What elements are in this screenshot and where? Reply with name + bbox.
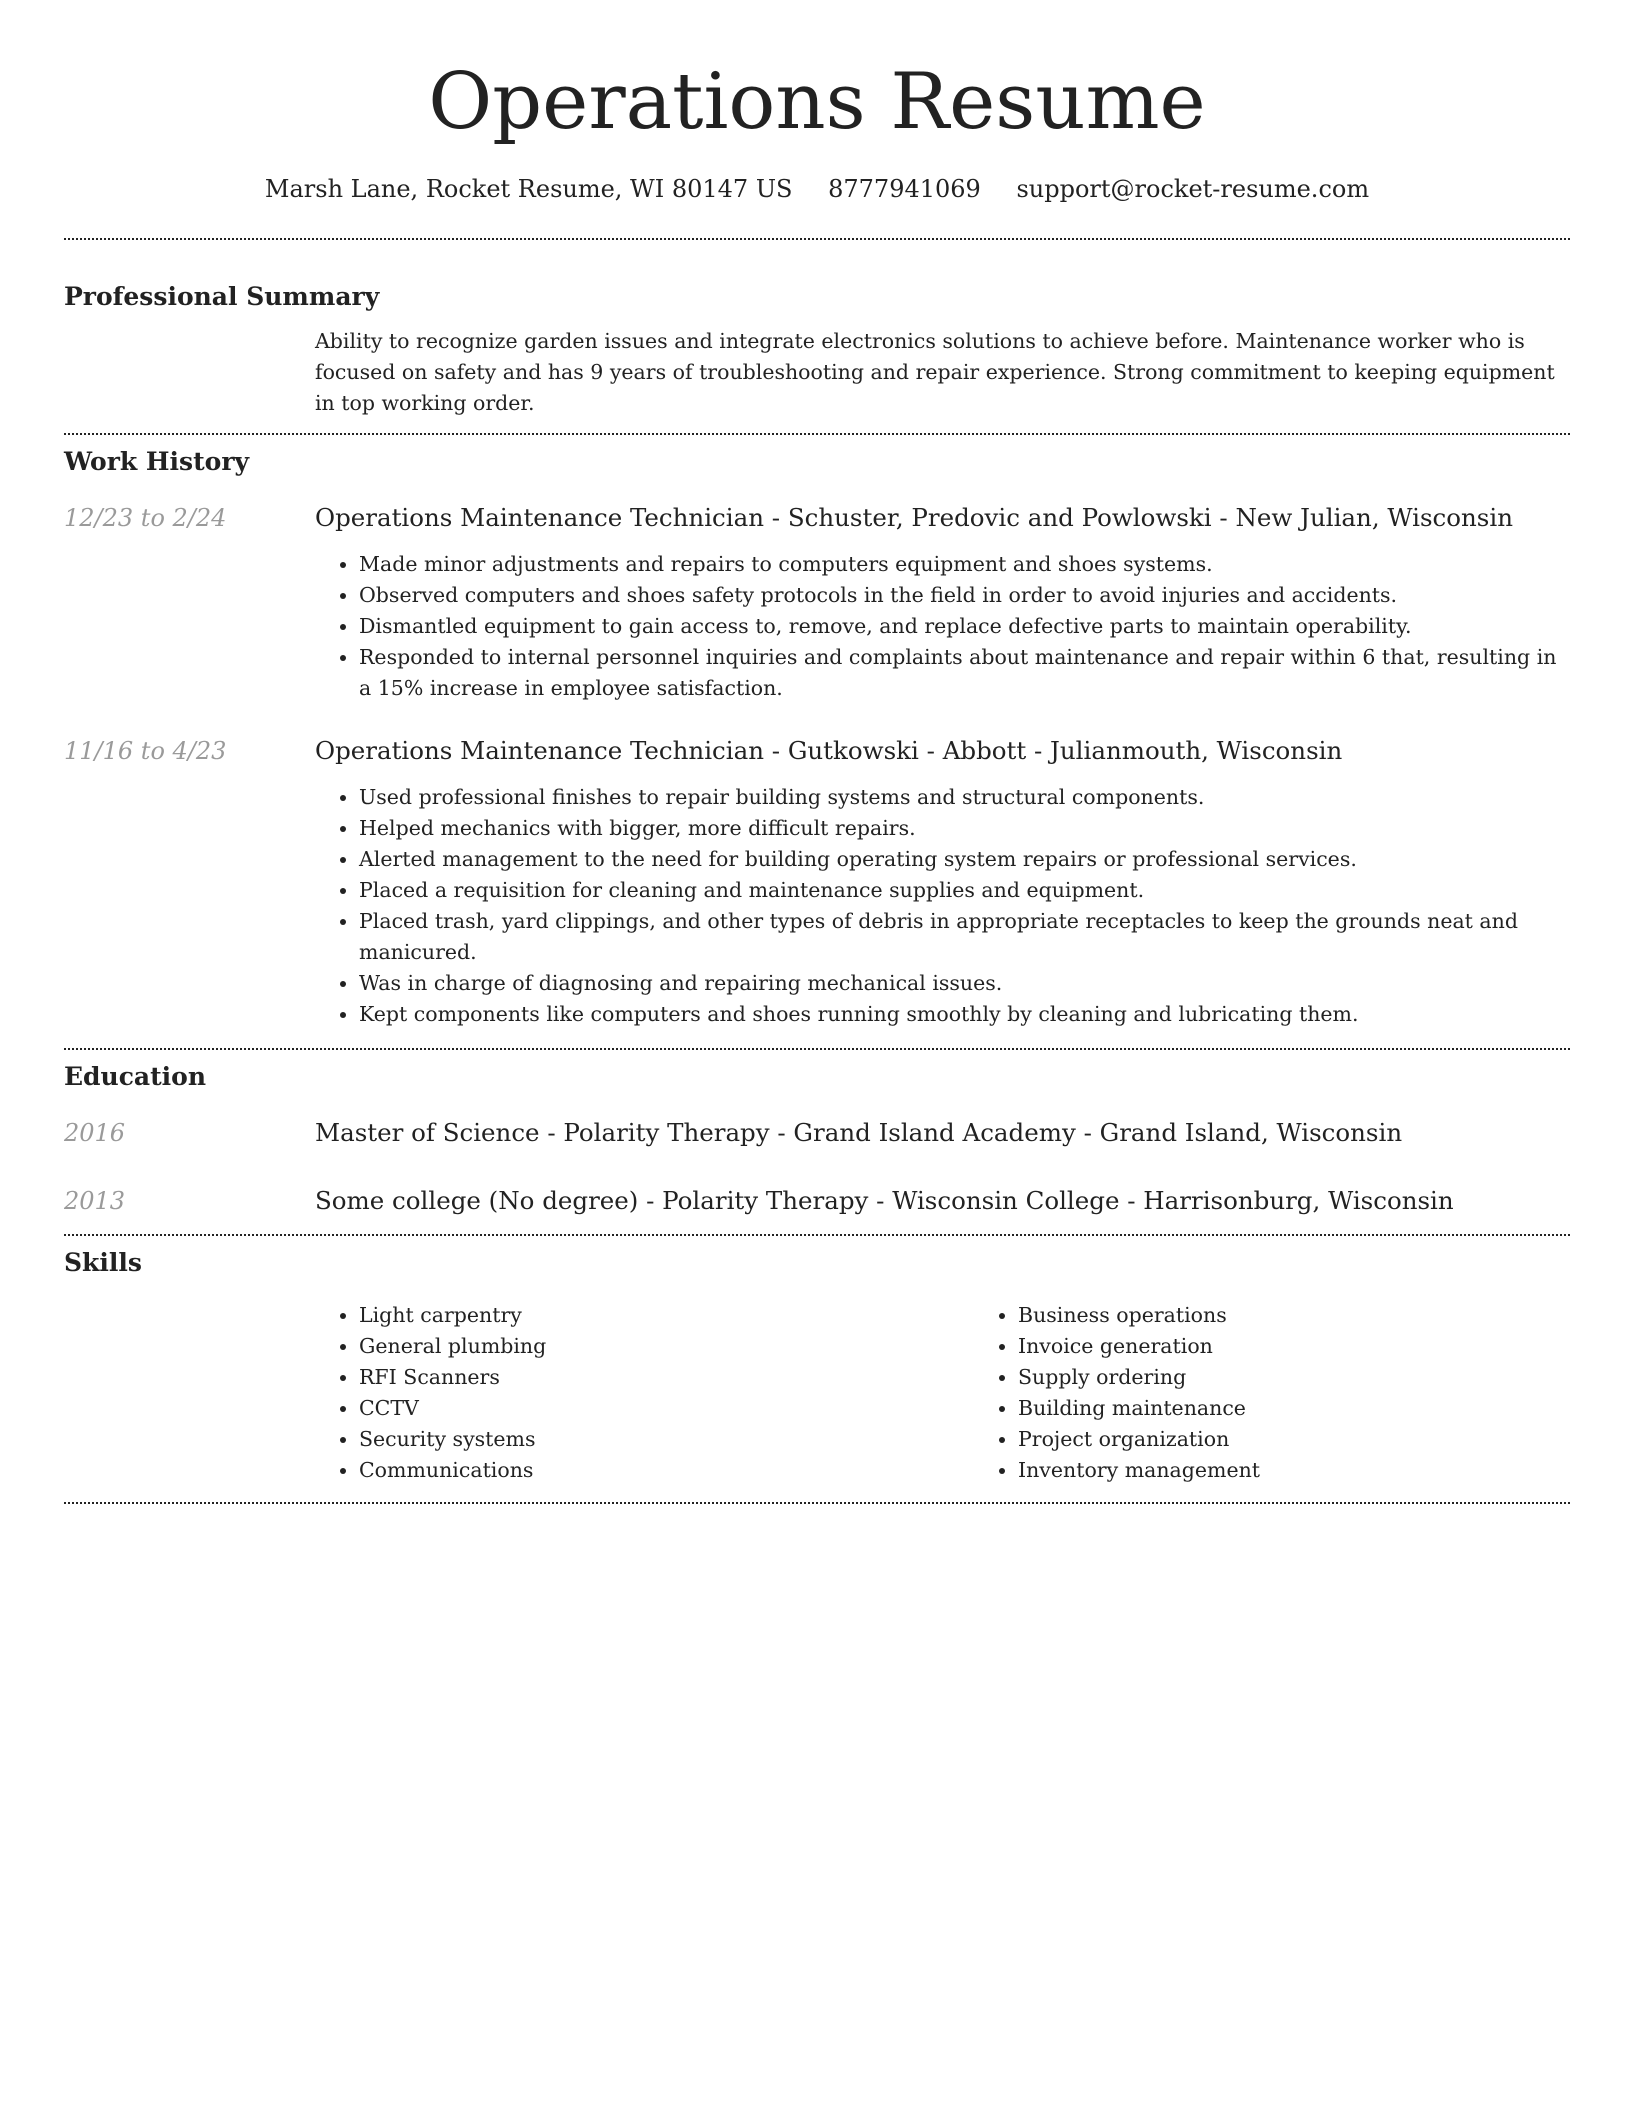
skill-item: • Inventory management (1018, 1455, 1632, 1486)
job-bullets (315, 549, 1570, 704)
list-item: • Helped mechanics with bigger, more difficult repairs. (359, 813, 1570, 844)
summary-left-spacer (64, 326, 315, 419)
contact-email: support@rocket-resume.com (1016, 175, 1370, 203)
skills-left-spacer (64, 1300, 315, 1486)
summary-content (315, 326, 1570, 419)
job-heading: Operations Maintenance Technician - Gutkowski - Abbott - Julianmouth, Wisconsin (315, 736, 1343, 765)
skill-item: • General plumbing (359, 1331, 974, 1362)
skill-item: • Supply ordering (1018, 1362, 1632, 1393)
education-heading: Master of Science - Polarity Therapy - Grand Island Academy - Grand Island, Wisconsin (315, 1118, 1403, 1147)
divider (64, 238, 1570, 240)
list-item: • Alerted management to the need for building operating system repairs or professional services. (359, 844, 1570, 875)
skill-item: • Project organization (1018, 1424, 1632, 1455)
summary-row (64, 326, 1570, 419)
list-item: • Used professional finishes to repair building systems and structural components. (359, 782, 1570, 813)
education-entry (64, 1118, 1570, 1148)
skill-item: • CCTV (359, 1393, 974, 1424)
list-item: • Made minor adjustments and repairs to computers equipment and shoes systems. (359, 549, 1570, 580)
section-title-summary: Professional Summary (64, 282, 380, 311)
resume-name: Operations Resume (428, 57, 1206, 147)
job-heading: Operations Maintenance Technician - Schuster, Predovic and Powlowski - New Julian, Wisconsin (315, 503, 1513, 532)
education-heading: Some college (No degree) - Polarity Therapy - Wisconsin College - Harrisonburg, Wisconsin (315, 1186, 1454, 1215)
skills-grid (315, 1300, 1570, 1486)
skill-item: • Light carpentry (359, 1300, 974, 1331)
skills-list-left (315, 1300, 974, 1486)
section-title-work-history: Work History (64, 447, 250, 476)
job-entry (64, 736, 1570, 1030)
section-title-education: Education (64, 1062, 207, 1091)
list-item: • Placed a requisition for cleaning and maintenance supplies and equipment. (359, 875, 1570, 906)
divider (64, 1234, 1570, 1236)
job-dates: 12/23 to 2/24 (64, 504, 227, 532)
skills-list-right (974, 1300, 1632, 1486)
list-item: • Was in charge of diagnosing and repairing mechanical issues. (359, 968, 1570, 999)
skill-item: • Invoice generation (1018, 1331, 1632, 1362)
education-year: 2013 (64, 1187, 126, 1215)
education-content (315, 1118, 1570, 1148)
contact-line (64, 174, 1570, 204)
education-entry (64, 1186, 1570, 1216)
skills-row (64, 1300, 1570, 1486)
contact-address: Marsh Lane, Rocket Resume, WI 80147 US (264, 175, 793, 203)
list-item: • Observed computers and shoes safety protocols in the field in order to avoid injuries and accidents. (359, 580, 1570, 611)
education-content (315, 1186, 1570, 1216)
education-year: 2016 (64, 1119, 126, 1147)
job-entry (64, 503, 1570, 704)
skill-item: • RFI Scanners (359, 1362, 974, 1393)
divider (64, 1048, 1570, 1050)
divider (64, 1502, 1570, 1504)
skill-item: • Communications (359, 1455, 974, 1486)
contact-phone: 8777941069 (828, 175, 981, 203)
list-item: • Placed trash, yard clippings, and other types of debris in appropriate receptacles to keep the grounds neat and manicured. (359, 906, 1570, 968)
resume-page (64, 0, 1570, 1504)
job-bullets (315, 782, 1570, 1030)
summary-text: Ability to recognize garden issues and integrate electronics solutions to achieve before. Maintenance worker who is focused on safety and has 9 years of troubleshooting and repair experience. Strong commitment to keeping equipment in top working order. (315, 329, 1555, 415)
skill-item: • Security systems (359, 1424, 974, 1455)
resume-header (64, 0, 1570, 204)
skill-item: • Building maintenance (1018, 1393, 1632, 1424)
job-content (315, 503, 1570, 704)
skill-item: • Business operations (1018, 1300, 1632, 1331)
job-dates: 11/16 to 4/23 (64, 737, 227, 765)
section-title-skills: Skills (64, 1248, 142, 1277)
job-content (315, 736, 1570, 1030)
list-item: • Responded to internal personnel inquiries and complaints about maintenance and repair within 6 that, resulting in a 15% increase in employee satisfaction. (359, 642, 1570, 704)
list-item: • Kept components like computers and shoes running smoothly by cleaning and lubricating them. (359, 999, 1570, 1030)
list-item: • Dismantled equipment to gain access to, remove, and replace defective parts to maintain operability. (359, 611, 1570, 642)
divider (64, 433, 1570, 435)
